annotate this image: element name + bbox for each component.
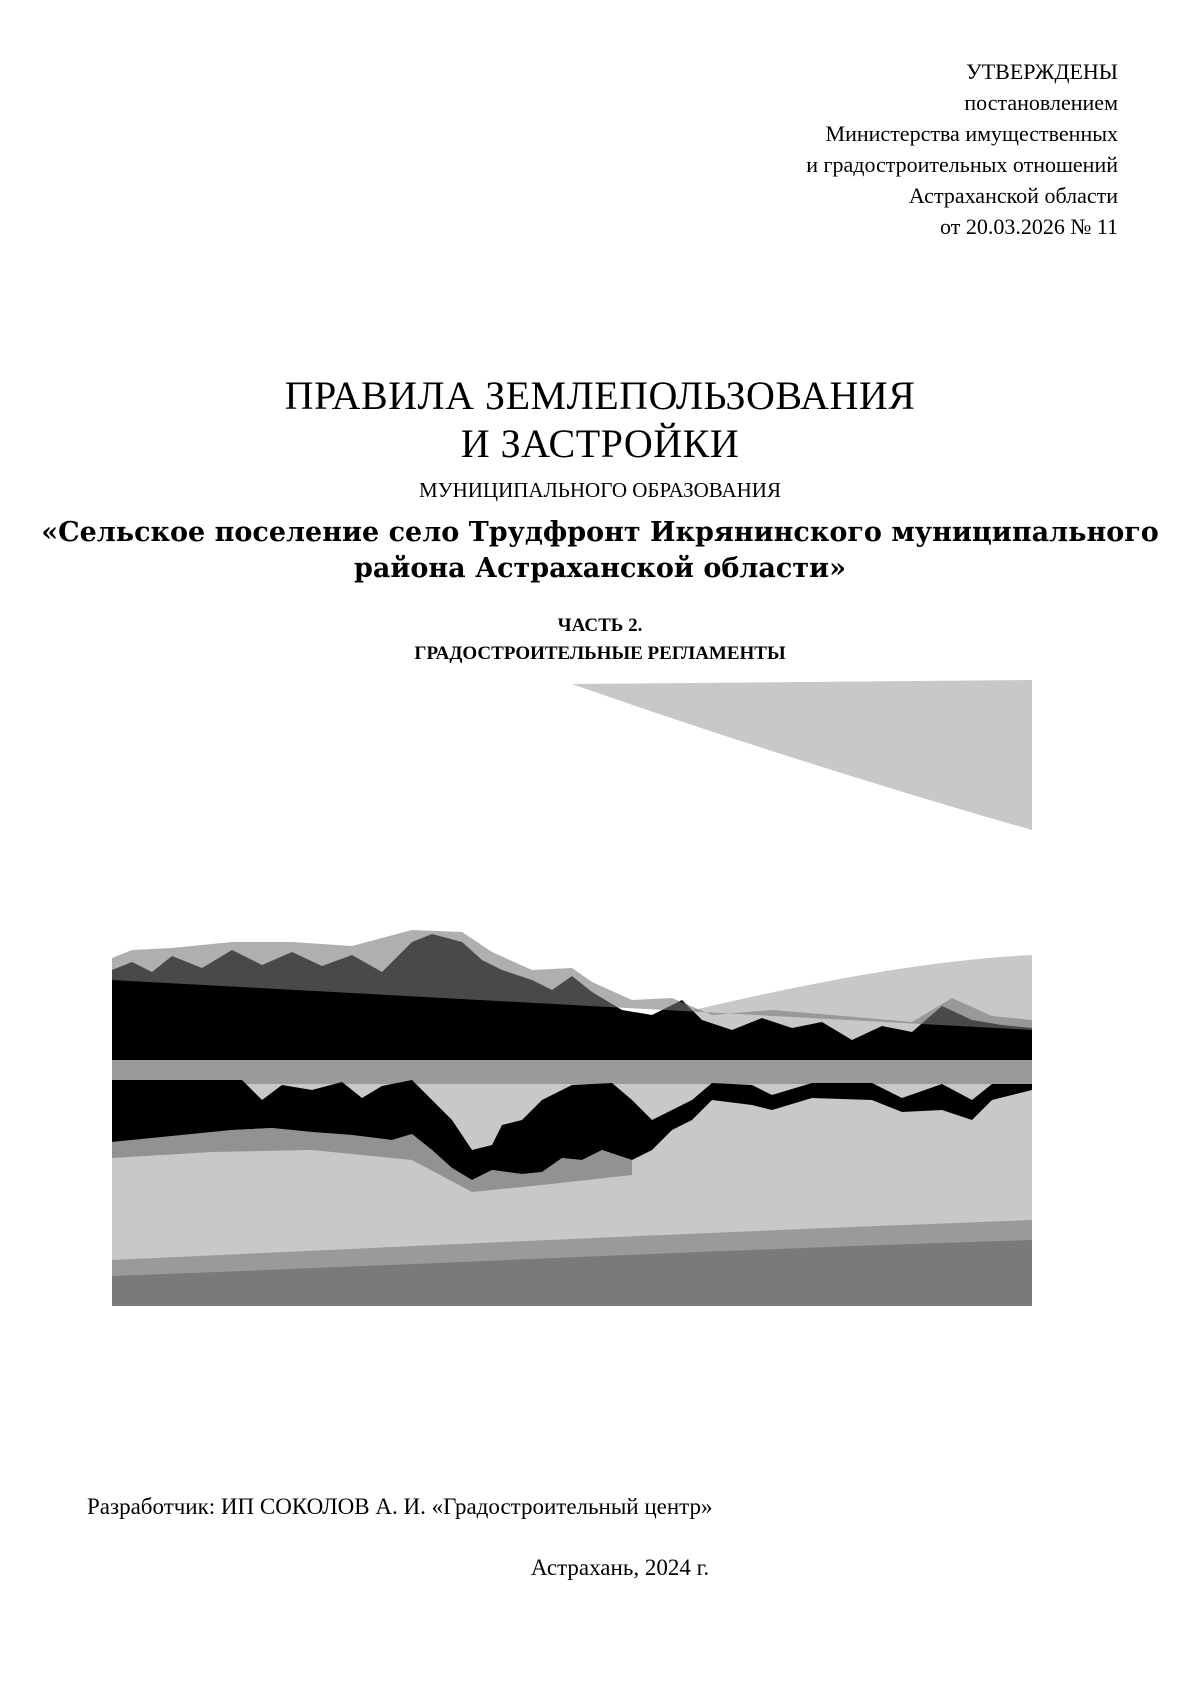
part-number: ЧАСТЬ 2. bbox=[557, 615, 643, 636]
developer-credit: Разработчик: ИП СОКОЛОВ А. И. «Градостроительный центр» bbox=[87, 1494, 713, 1519]
municipality-label: МУНИЦИПАЛЬНОГО ОБРАЗОВАНИЯ bbox=[419, 478, 781, 502]
document-title bbox=[0, 372, 1200, 468]
approval-line: Астраханской области bbox=[908, 183, 1118, 208]
approval-line: и градостроительных отношений bbox=[806, 152, 1118, 177]
settlement-name bbox=[0, 515, 1200, 587]
city-year: Астрахань, 2024 г. bbox=[530, 1555, 710, 1580]
settlement-name-line: «Сельское поселение село Трудфронт Икрянинского муниципального bbox=[41, 517, 1159, 548]
approval-heading: УТВЕРЖДЕНЫ bbox=[966, 59, 1118, 84]
landscape-photo bbox=[112, 680, 1125, 1306]
approval-block bbox=[598, 56, 1118, 242]
approval-line: постановлением bbox=[964, 90, 1118, 115]
document-title-line: И ЗАСТРОЙКИ bbox=[460, 421, 740, 466]
part-name: ГРАДОСТРОИТЕЛЬНЫЕ РЕГЛАМЕНТЫ bbox=[414, 643, 786, 664]
document-title-line: ПРАВИЛА ЗЕМЛЕПОЛЬЗОВАНИЯ bbox=[284, 373, 916, 418]
part-heading bbox=[0, 612, 1200, 668]
approval-date-number: от 20.03.2026 № 11 bbox=[940, 214, 1118, 239]
settlement-name-line: района Астраханской области» bbox=[354, 553, 846, 584]
approval-line: Министерства имущественных bbox=[825, 121, 1118, 146]
